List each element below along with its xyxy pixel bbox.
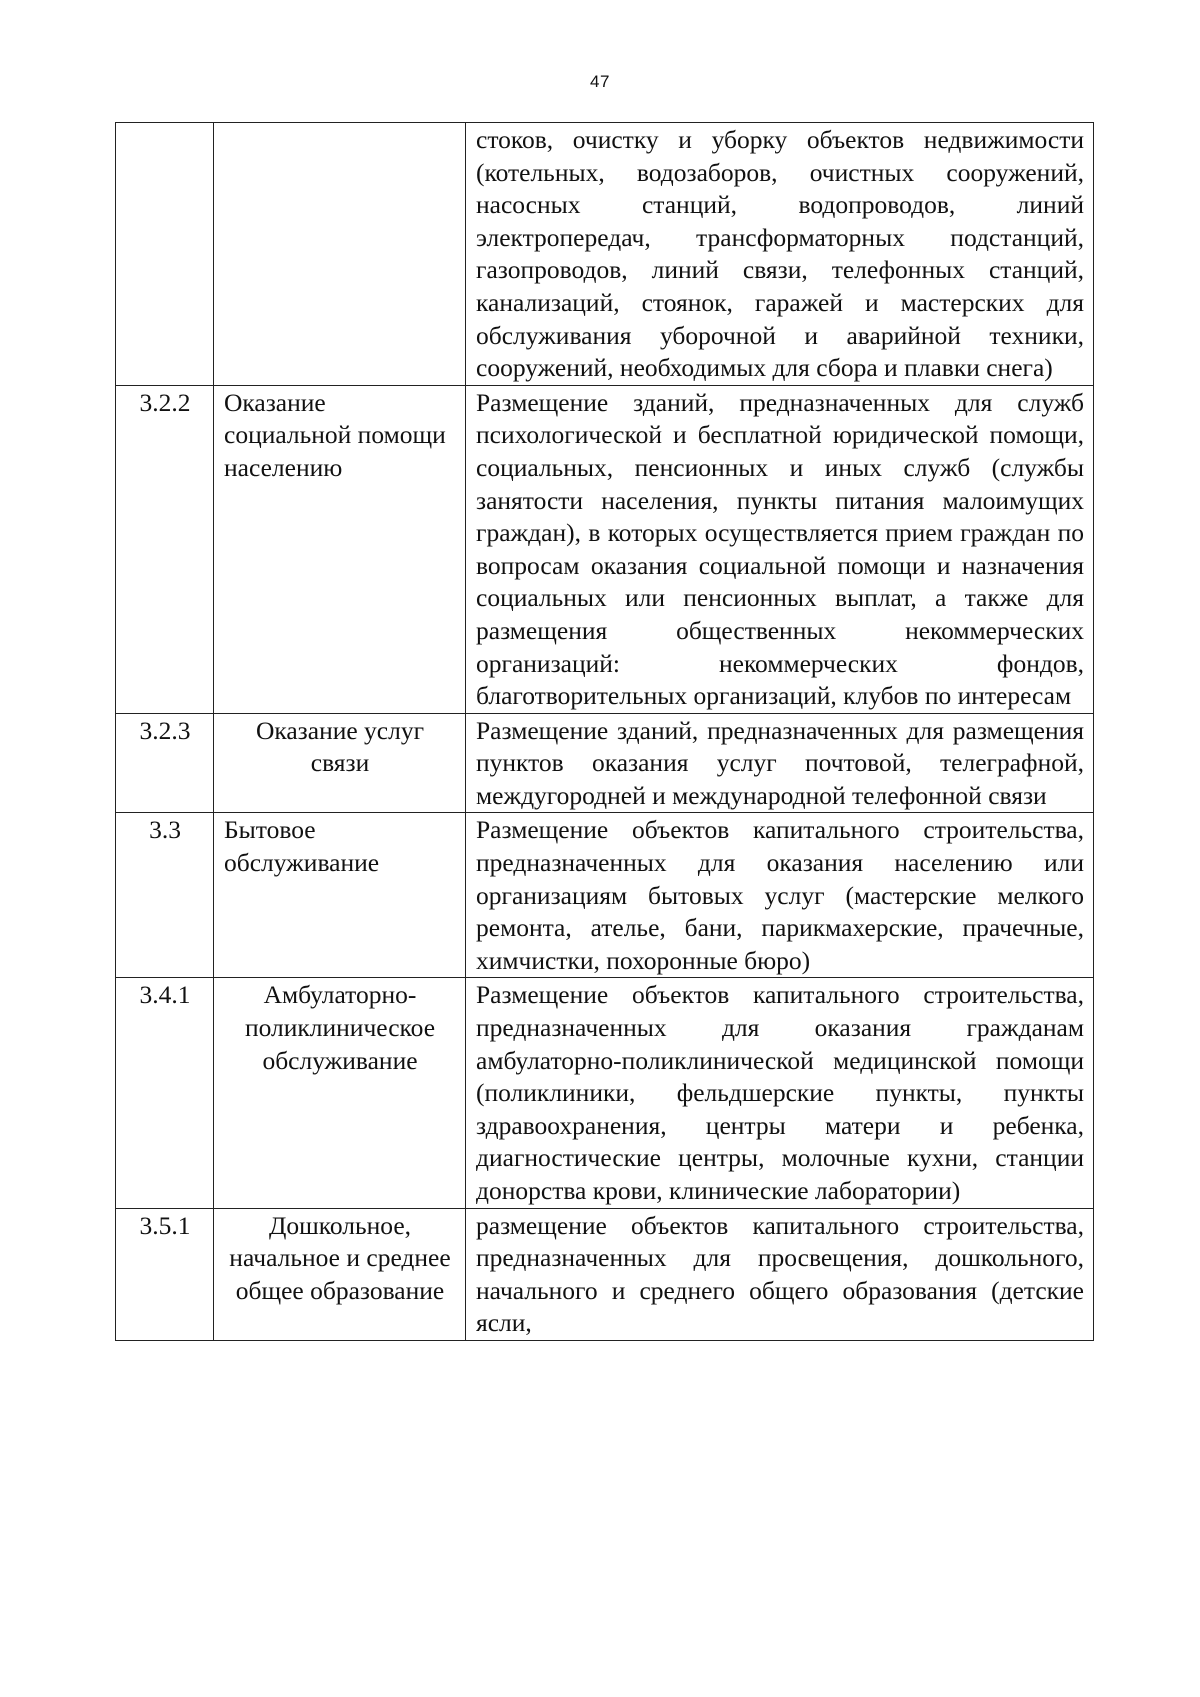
row-description-cell: Размещение зданий, предназначенных для служб психологической и бесплатной юридической помощи, социальных, пенсионных и иных служб (службы занятости населения, пункты питания малоимущих граждан), в которых осуществляется прием граждан по вопросам оказания социальной помощи и назначения социальных или пенсионных выплат, а также для размещения общественных некоммерческих организаций: некоммерческих фондов, благотворительных организаций, клубов по интересам — [466, 385, 1094, 713]
row-description-cell: Размещение зданий, предназначенных для размещения пунктов оказания услуг почтовой, телеграфной, междугородней и международной телефонной связи — [466, 713, 1094, 813]
row-name-cell — [214, 123, 466, 386]
row-description-cell: Размещение объектов капитального строительства, предназначенных для оказания гражданам амбулаторно-поликлинической медицинской помощи (поликлиники, фельдшерские пункты, пункты здравоохранения, центры матери и ребенка, диагностические центры, молочные кухни, станции донорства крови, клинические лаборатории) — [466, 978, 1094, 1208]
table-row — [116, 978, 1094, 1208]
row-code-cell: 3.5.1 — [116, 1208, 214, 1340]
table-row — [116, 1208, 1094, 1340]
row-code-cell: 3.3 — [116, 813, 214, 978]
row-code-cell: 3.4.1 — [116, 978, 214, 1208]
row-name-cell: Оказание услуг связи — [214, 713, 466, 813]
row-code-cell — [116, 123, 214, 386]
row-name-cell: Бытовое обслуживание — [214, 813, 466, 978]
table-row — [116, 813, 1094, 978]
row-code-cell: 3.2.2 — [116, 385, 214, 713]
row-name-cell: Оказание социальной помощи населению — [214, 385, 466, 713]
row-description-cell: стоков, очистку и уборку объектов недвижимости (котельных, водозаборов, очистных сооружений, насосных станций, водопроводов, линий электропередач, трансформаторных подстанций, газопроводов, линий связи, телефонных станций, канализаций, стоянок, гаражей и мастерских для обслуживания уборочной и аварийной техники, сооружений, необходимых для сбора и плавки снега) — [466, 123, 1094, 386]
row-code-cell: 3.2.3 — [116, 713, 214, 813]
row-description-cell: размещение объектов капитального строительства, предназначенных для просвещения, дошкольного, начального и среднего общего образования (детские ясли, — [466, 1208, 1094, 1340]
table-row — [116, 713, 1094, 813]
table-row — [116, 123, 1094, 386]
row-description-cell: Размещение объектов капитального строительства, предназначенных для оказания населению или организациям бытовых услуг (мастерские мелкого ремонта, ателье, бани, парикмахерские, прачечные, химчистки, похоронные бюро) — [466, 813, 1094, 978]
row-name-cell: Дошкольное, начальное и среднее общее образование — [214, 1208, 466, 1340]
row-name-cell: Амбулаторно-поликлиническое обслуживание — [214, 978, 466, 1208]
table-row — [116, 385, 1094, 713]
land-use-table — [115, 122, 1094, 1341]
page-number: 47 — [590, 72, 610, 91]
